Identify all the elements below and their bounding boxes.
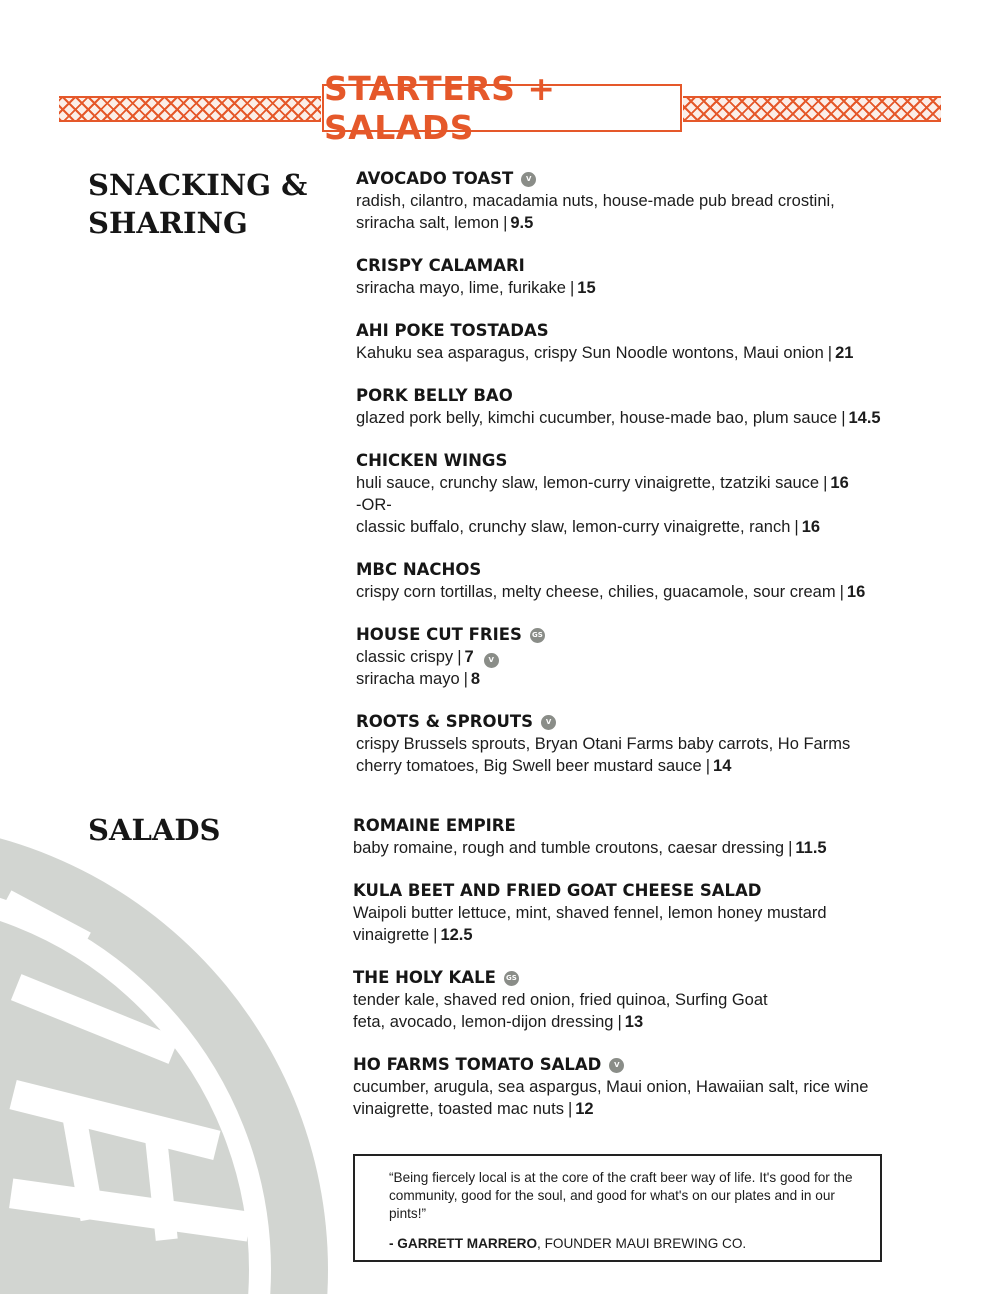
menu-item-description bbox=[353, 924, 923, 946]
price-separator: | bbox=[823, 474, 828, 492]
price-separator: | bbox=[567, 1100, 573, 1118]
banner bbox=[322, 69, 682, 147]
description-text: sriracha mayo bbox=[356, 670, 460, 688]
menu-item-description bbox=[356, 190, 926, 212]
menu-item bbox=[356, 624, 926, 690]
quote-signature bbox=[389, 1235, 860, 1253]
description-text: classic crispy bbox=[356, 648, 454, 666]
menu-item bbox=[353, 1054, 923, 1120]
description-text: classic buffalo, crunchy slaw, lemon-curry vinaigrette, ranch bbox=[356, 518, 791, 536]
gluten-sensitive-badge-icon: GS bbox=[504, 971, 519, 986]
menu-item-price: 15 bbox=[577, 279, 596, 297]
menu-item-price: 13 bbox=[624, 1013, 644, 1031]
menu-item-description bbox=[353, 902, 923, 924]
banner-pattern-right bbox=[683, 96, 941, 122]
menu-item-price: 7 bbox=[464, 648, 474, 666]
gluten-sensitive-badge-icon: GS bbox=[530, 628, 545, 643]
section-heading-snacking bbox=[88, 166, 307, 242]
menu-item-title: THE HOLY KALE bbox=[353, 968, 496, 987]
description-text: sriracha salt, lemon bbox=[356, 214, 500, 232]
price-separator: | bbox=[705, 757, 711, 775]
menu-item-description bbox=[356, 581, 926, 603]
menu-item bbox=[356, 255, 926, 299]
menu-item bbox=[356, 168, 926, 234]
salad-items bbox=[353, 815, 923, 1120]
price-separator: | bbox=[788, 839, 793, 857]
description-text: feta, avocado, lemon-dijon dressing bbox=[353, 1013, 614, 1031]
vegetarian-badge-icon: V bbox=[484, 653, 499, 668]
menu-item-name bbox=[356, 168, 926, 190]
banner-pattern-left bbox=[59, 96, 321, 122]
description-text: crispy corn tortillas, melty cheese, chilies, guacamole, sour cream bbox=[356, 583, 836, 601]
menu-item-description bbox=[356, 472, 926, 494]
menu-item-description bbox=[353, 1098, 923, 1120]
menu-item-description bbox=[353, 837, 923, 859]
menu-item-name bbox=[356, 255, 926, 277]
description-text: glazed pork belly, kimchi cucumber, house-made bao, plum sauce bbox=[356, 409, 838, 427]
price-separator: | bbox=[457, 648, 462, 666]
description-text: cherry tomatoes, Big Swell beer mustard sauce bbox=[356, 757, 702, 775]
menu-item-description bbox=[356, 277, 926, 299]
menu-item-name bbox=[353, 967, 923, 989]
menu-item-title: ROOTS & SPROUTS bbox=[356, 712, 534, 731]
price-separator: | bbox=[433, 926, 438, 944]
menu-item-description bbox=[356, 755, 926, 777]
menu-item-description bbox=[356, 212, 926, 234]
menu-item-name bbox=[353, 880, 923, 902]
menu-item-price: 16 bbox=[846, 583, 866, 601]
menu-item-price: 14 bbox=[713, 757, 732, 775]
menu-item-price: 14.5 bbox=[848, 409, 881, 427]
menu-item-title: MBC NACHOS bbox=[356, 560, 482, 579]
vegetarian-badge-icon: V bbox=[609, 1058, 624, 1073]
price-separator: | bbox=[839, 583, 844, 601]
description-text: Waipoli butter lettuce, mint, shaved fennel, lemon honey mustard bbox=[353, 904, 827, 922]
menu-item-title: PORK BELLY BAO bbox=[356, 386, 513, 405]
menu-item bbox=[356, 450, 926, 538]
vegetarian-badge-icon: V bbox=[521, 172, 536, 187]
menu-item bbox=[353, 967, 923, 1033]
menu-item-price: 12 bbox=[575, 1100, 594, 1118]
menu-item-name bbox=[356, 559, 926, 581]
menu-item-description bbox=[356, 733, 926, 755]
menu-item-description bbox=[356, 342, 926, 364]
quote-author-title: , FOUNDER MAUI BREWING CO. bbox=[537, 1236, 747, 1251]
menu-item-price: 12.5 bbox=[440, 926, 473, 944]
menu-item-description bbox=[356, 494, 926, 516]
menu-item-price: 11.5 bbox=[795, 839, 827, 857]
description-text: -OR- bbox=[356, 496, 392, 514]
menu-item bbox=[356, 559, 926, 603]
menu-item-name bbox=[353, 1054, 923, 1076]
vegetarian-badge-icon: V bbox=[541, 715, 556, 730]
menu-item-name bbox=[353, 815, 923, 837]
menu-item-name bbox=[356, 711, 926, 733]
menu-item-name bbox=[356, 624, 926, 646]
description-text: huli sauce, crunchy slaw, lemon-curry vinaigrette, tzatziki sauce bbox=[356, 474, 820, 492]
menu-item-name bbox=[356, 450, 926, 472]
menu-item bbox=[356, 320, 926, 364]
menu-item bbox=[356, 385, 926, 429]
price-separator: | bbox=[617, 1013, 622, 1031]
heading-line: SNACKING & bbox=[88, 168, 308, 202]
price-separator: | bbox=[463, 670, 468, 688]
menu-item-price: 16 bbox=[830, 474, 849, 492]
heading-line: SHARING bbox=[88, 206, 248, 240]
section-heading-salads: SALADS bbox=[88, 813, 221, 847]
menu-item-title: HOUSE CUT FRIES bbox=[356, 625, 522, 644]
quote-author: - GARRETT MARRERO bbox=[389, 1236, 538, 1251]
menu-item bbox=[353, 880, 923, 946]
description-text: vinaigrette, toasted mac nuts bbox=[353, 1100, 564, 1118]
description-text: sriracha mayo, lime, furikake bbox=[356, 279, 566, 297]
menu-item-price: 21 bbox=[835, 344, 854, 362]
description-text: cucumber, arugula, sea aspargus, Maui onion, Hawaiian salt, rice wine bbox=[353, 1078, 869, 1096]
menu-item-title: AVOCADO TOAST bbox=[356, 169, 514, 188]
description-text: vinaigrette bbox=[353, 926, 430, 944]
snacking-items bbox=[356, 168, 926, 777]
menu-item-price: 16 bbox=[801, 518, 821, 536]
brewery-logo-watermark bbox=[0, 800, 360, 1294]
description-text: tender kale, shaved red onion, fried quinoa, Surfing Goat bbox=[353, 991, 768, 1009]
menu-item-title: CRISPY CALAMARI bbox=[356, 256, 525, 275]
page-title: STARTERS + SALADS bbox=[324, 69, 556, 147]
menu-item-name bbox=[356, 385, 926, 407]
menu-item-description bbox=[356, 668, 926, 690]
menu-item-description bbox=[356, 407, 926, 429]
price-separator: | bbox=[794, 518, 799, 536]
description-text: crispy Brussels sprouts, Bryan Otani Farms baby carrots, Ho Farms bbox=[356, 735, 851, 753]
founder-quote bbox=[353, 1154, 882, 1262]
menu-item-title: KULA BEET AND FRIED GOAT CHEESE SALAD bbox=[353, 881, 762, 900]
menu-item-title: AHI POKE TOSTADAS bbox=[356, 321, 549, 340]
menu-item-title: CHICKEN WINGS bbox=[356, 451, 508, 470]
price-separator: | bbox=[841, 409, 846, 427]
description-text: baby romaine, rough and tumble croutons, caesar dressing bbox=[353, 839, 785, 857]
price-separator: | bbox=[569, 279, 575, 297]
menu-item-title: ROMAINE EMPIRE bbox=[353, 816, 516, 835]
menu-item-title: HO FARMS TOMATO SALAD bbox=[353, 1055, 602, 1074]
menu-item-description bbox=[353, 989, 923, 1011]
menu-item-description bbox=[356, 646, 926, 668]
menu-item-description bbox=[356, 516, 926, 538]
price-separator: | bbox=[827, 344, 833, 362]
menu-item-description bbox=[353, 1011, 923, 1033]
menu-item-price: 8 bbox=[470, 670, 481, 688]
description-text: Kahuku sea asparagus, crispy Sun Noodle wontons, Maui onion bbox=[356, 344, 824, 362]
description-text: radish, cilantro, macadamia nuts, house-made pub bread crostini, bbox=[356, 192, 835, 210]
quote-text: “Being fiercely local is at the core of the craft beer way of life. It's good for the community, good for the soul, and good for what's on our plates and in our pints!” bbox=[389, 1170, 853, 1221]
menu-item-description bbox=[353, 1076, 923, 1098]
menu-item-name bbox=[356, 320, 926, 342]
menu-item bbox=[356, 711, 926, 777]
menu-item bbox=[353, 815, 923, 859]
menu-item-price: 9.5 bbox=[510, 214, 534, 232]
price-separator: | bbox=[503, 214, 508, 232]
